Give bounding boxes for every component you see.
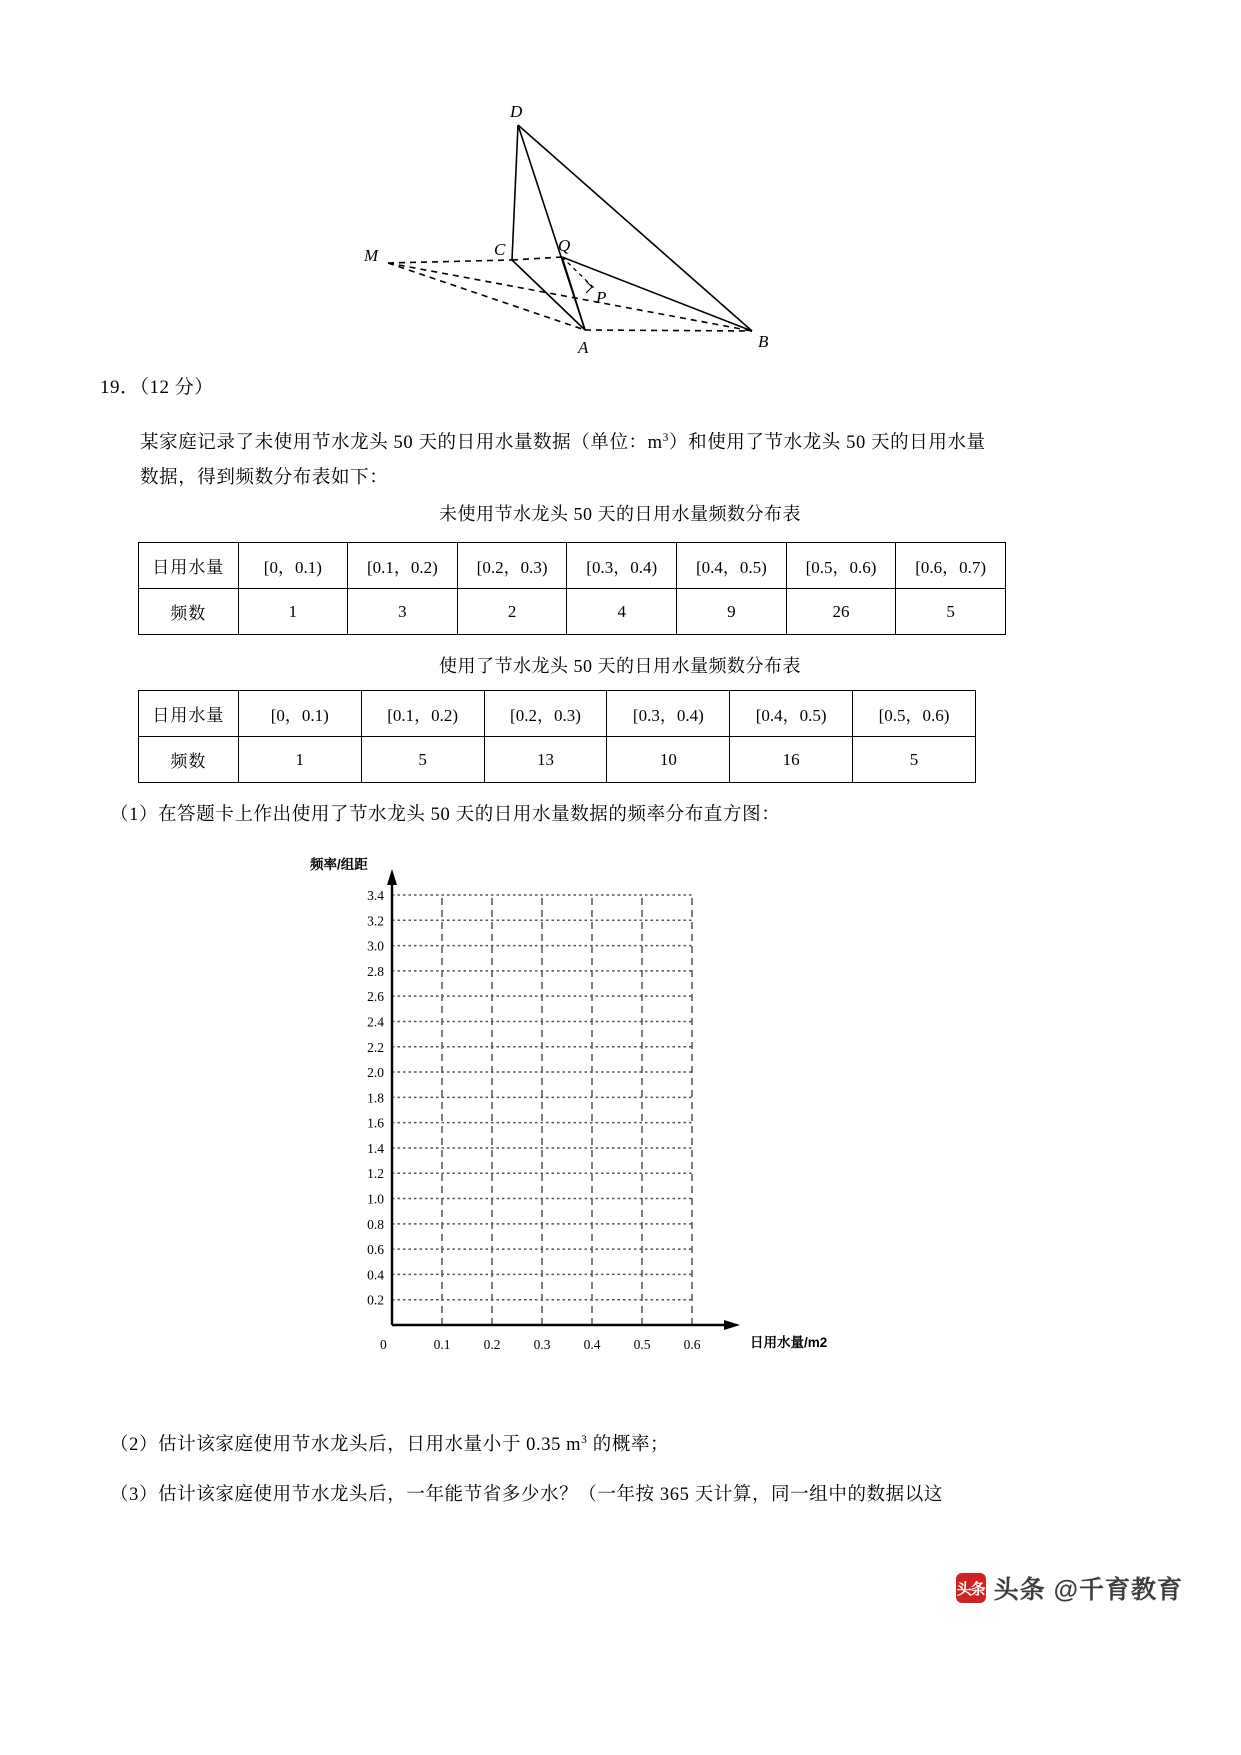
question-marks: （12 分） — [139, 377, 214, 398]
table-2-range-2: [0.2，0.3) — [484, 691, 607, 737]
y-axis-tick-label: 3.4 — [367, 888, 384, 903]
table-2-freq-4: 16 — [730, 737, 853, 783]
question-paragraph-line-1: 某家庭记录了未使用节水龙头 50 天的日用水量数据（单位：$m^3$）和使用了节水龙头 50 天的日用水量 — [140, 432, 986, 454]
table-1-freq-0: 1 — [238, 589, 348, 635]
table-2-freq-0: 1 — [238, 737, 361, 783]
table-1-freq-4: 9 — [677, 589, 787, 635]
table-2-freq-3: 10 — [607, 737, 730, 783]
geometry-figure — [300, 85, 920, 365]
y-axis-tick-label: 0.2 — [367, 1292, 384, 1308]
sub-question-3: （3）估计该家庭使用节水龙头后，一年能节省多少水？（一年按 365 天计算，同一组中的数据以这 — [110, 1485, 943, 1505]
table-2-caption: 使用了节水龙头 50 天的日用水量频数分布表 — [439, 656, 801, 676]
y-axis-tick-label: 0.6 — [367, 1242, 384, 1258]
figure-label-M: M — [364, 246, 379, 265]
y-axis-tick-label: 2.4 — [367, 1014, 384, 1030]
y-axis-title: 频率/组距 — [310, 857, 368, 872]
y-axis-tick-label: 2.6 — [367, 989, 384, 1005]
figure-label-D: D — [510, 102, 523, 121]
table-1-range-1: [0.1，0.2) — [348, 543, 458, 589]
table-2-range-3: [0.3，0.4) — [607, 691, 730, 737]
table-row — [139, 543, 1006, 589]
table-2-range-4: [0.4，0.5) — [730, 691, 853, 737]
y-axis-tick-label: 1.8 — [367, 1090, 384, 1106]
table-2-range-5: [0.5，0.6) — [853, 691, 976, 737]
y-axis-tick-label: 1.4 — [367, 1140, 384, 1156]
y-axis-tick-label: 2.0 — [367, 1065, 384, 1081]
table-1-freq-5: 26 — [786, 589, 896, 635]
y-axis-tick-label: 3.2 — [367, 913, 384, 929]
table-2-range-1: [0.1，0.2) — [361, 691, 484, 737]
table-row — [139, 737, 976, 783]
table-2-range-0: [0，0.1) — [238, 691, 361, 737]
table-row — [139, 691, 976, 737]
figure-label-B: B — [758, 332, 769, 351]
figure-label-C: C — [494, 240, 506, 259]
table-1-caption: 未使用节水龙头 50 天的日用水量频数分布表 — [439, 504, 801, 524]
table-1-range-6: [0.6，0.7) — [896, 543, 1006, 589]
frequency-table-used-tap — [138, 690, 976, 783]
frequency-table-unused-tap — [138, 542, 1006, 635]
table-1-freq-3: 4 — [567, 589, 677, 635]
table-2-freq-2: 13 — [484, 737, 607, 783]
table-1-range-2: [0.2，0.3) — [457, 543, 567, 589]
table-1-range-3: [0.3，0.4) — [567, 543, 677, 589]
x-axis-tick-label: 0.1 — [433, 1337, 451, 1352]
table-1-freq-2: 2 — [457, 589, 567, 635]
y-axis-tick-label: 0.4 — [367, 1267, 384, 1283]
x-axis-tick-label: 0.3 — [533, 1337, 551, 1352]
x-axis-tick-label: 0.2 — [483, 1337, 501, 1352]
table-2-freq-5: 5 — [853, 737, 976, 783]
y-axis-tick-label: 2.8 — [367, 963, 384, 979]
sub-question-2: （2）估计该家庭使用节水龙头后，日用水量小于 0.35 $m^3$ 的概率； — [110, 1433, 670, 1455]
table-2-row-label-usage: 日用水量 — [139, 691, 239, 737]
y-axis-tick-label: 1.2 — [367, 1166, 384, 1182]
figure-label-Q: Q — [558, 236, 571, 255]
y-axis-tick-label: 1.6 — [367, 1115, 384, 1131]
sub-question-1: （1）在答题卡上作出使用了节水龙头 50 天的日用水量数据的频率分布直方图： — [110, 805, 781, 825]
x-axis-tick-label: 0.6 — [683, 1337, 701, 1352]
watermark-logo-icon: 头条 — [956, 1573, 986, 1603]
frequency-histogram-grid — [280, 855, 920, 1375]
y-axis-tick-label: 1.0 — [367, 1191, 384, 1207]
x-axis-title: 日用水量/m2 — [750, 1335, 828, 1350]
table-1-range-0: [0，0.1) — [238, 543, 348, 589]
y-axis-tick-label: 2.2 — [367, 1039, 384, 1055]
table-1-range-5: [0.5，0.6) — [786, 543, 896, 589]
watermark — [956, 1570, 1183, 1606]
y-axis-tick-label: 3.0 — [367, 938, 384, 954]
figure-label-A: A — [578, 338, 589, 357]
table-2-freq-1: 5 — [361, 737, 484, 783]
question-number-line — [100, 372, 214, 399]
table-2-row-label-frequency: 频数 — [139, 737, 239, 783]
table-1-row-label-frequency: 频数 — [139, 589, 239, 635]
y-axis-tick-label: 0.8 — [367, 1216, 384, 1232]
question-number: 19． — [100, 377, 140, 398]
table-1-freq-6: 5 — [896, 589, 1006, 635]
x-axis-tick-label: 0.5 — [633, 1337, 651, 1352]
table-row — [139, 589, 1006, 635]
question-paragraph-line-2: 数据，得到频数分布表如下： — [140, 468, 389, 488]
x-axis-origin-label: 0 — [380, 1337, 387, 1352]
table-1-row-label-usage: 日用水量 — [139, 543, 239, 589]
x-axis-tick-label: 0.4 — [583, 1337, 601, 1352]
watermark-text: 头条 @千育教育 — [993, 1576, 1183, 1604]
figure-label-P: P — [596, 288, 607, 307]
table-1-freq-1: 3 — [348, 589, 458, 635]
table-1-range-4: [0.4，0.5) — [677, 543, 787, 589]
